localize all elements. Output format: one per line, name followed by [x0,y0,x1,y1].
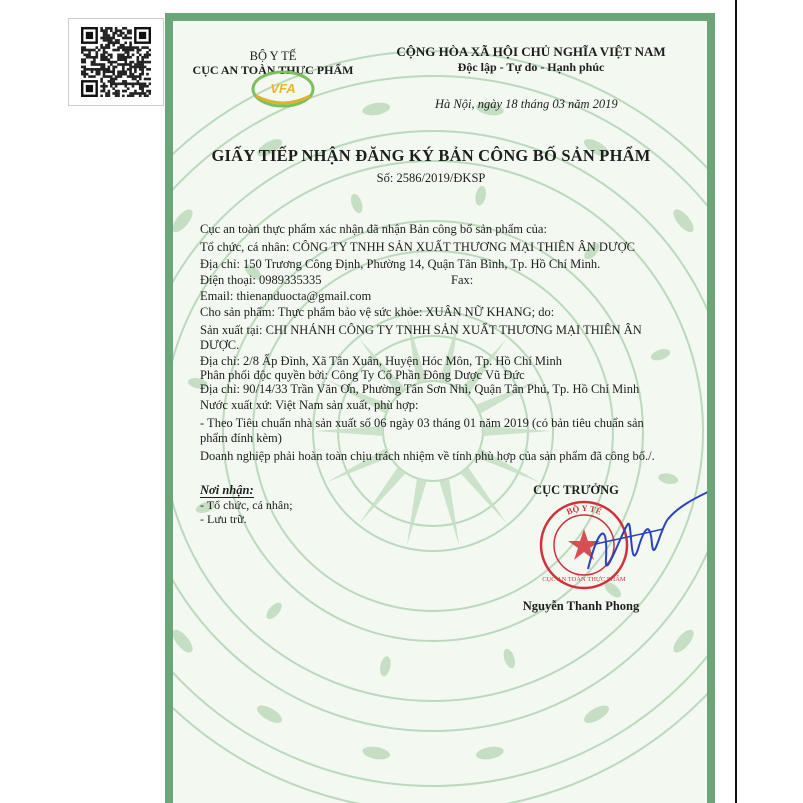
body-line: - Theo Tiêu chuẩn nhà sản xuất số 06 ngày 03 tháng 01 năm 2019 (có bản tiêu chuẩn sản [200,416,644,430]
drum-pattern-background [173,21,707,803]
body-line: Sản xuất tại: CHI NHÁNH CÔNG TY TNHH SẢN XUẤT THƯƠNG MẠI THIÊN ÂN [200,323,642,337]
body-line: Điện thoại: 0989335335 [200,273,322,287]
body-line: Phân phối độc quyền bởi: Công Ty Cổ Phần Đông Dược Vũ Đức [200,368,525,382]
certificate [165,13,715,803]
document-number: Số: 2586/2019/ĐKSP [376,171,486,185]
vfa-logo [248,66,318,112]
divider-line [735,0,737,803]
svg-text:CỤC AN TOÀN THỰC PHẨM: CỤC AN TOÀN THỰC PHẨM [542,576,626,583]
document-title: GIẤY TIẾP NHẬN ĐĂNG KÝ BẢN CÔNG BỐ SẢN PHẨM [211,146,651,165]
signer-role: CỤC TRƯỞNG [533,483,619,497]
national-motto: Độc lập - Tự do - Hạnh phúc [457,60,605,74]
signer-name: Nguyễn Thanh Phong [522,599,640,613]
qr-code [68,18,164,106]
svg-text:VFA: VFA [270,81,296,96]
recipient-item: - Tổ chức, cá nhân; [200,498,293,512]
body-line: Địa chỉ: 2/8 Ấp Đình, Xã Tân Xuân, Huyện Hóc Môn, Tp. Hồ Chí Minh [200,354,562,368]
signature [568,489,707,599]
body-line: Tổ chức, cá nhân: CÔNG TY TNHH SẢN XUẤT THƯƠNG MẠI THIÊN ÂN DƯỢC [200,240,635,254]
recipient-item: - Lưu trữ. [200,512,247,526]
body-line: phẩm đính kèm) [200,431,282,445]
body-line: Địa chỉ: 150 Trương Công Định, Phường 14, Quận Tân Bình, Tp. Hồ Chí Minh. [200,257,601,271]
body-line: Nước xuất xứ: Việt Nam sản xuất, phù hợp: [200,398,419,412]
department-name: CỤC AN TOÀN THỰC PHẨM [192,63,354,77]
body-line: Địa chỉ: 90/14/33 Trần Văn Ơn, Phường Tân Sơn Nhì, Quận Tân Phú, Tp. Hồ Chí Minh [200,382,640,396]
fax-label: Fax: [451,273,474,287]
body-line: Cục an toàn thực phẩm xác nhận đã nhận Bản công bố sản phẩm của: [200,222,547,236]
body-line: Email: thienanduocta@gmail.com [200,289,372,303]
svg-text:BỘ Y TẾ: BỘ Y TẾ [564,502,604,517]
ministry-name: BỘ Y TẾ [249,49,297,63]
place-date: Hà Nội, ngày 18 tháng 03 năm 2019 [435,97,618,111]
body-line: Cho sản phẩm: Thực phẩm bảo vệ sức khỏe: XUÂN NỮ KHANG; do: [200,305,555,319]
country-name: CỘNG HÒA XÃ HỘI CHỦ NGHĨA VIỆT NAM [396,44,666,59]
certificate-paper [173,21,707,803]
body-line: Doanh nghiệp phải hoàn toàn chịu trách nhiệm về tính phù hợp của sản phẩm đã công bố./. [200,449,655,463]
body-line: DƯỢC. [200,338,240,352]
recipients-heading: Nơi nhận: [200,483,254,497]
